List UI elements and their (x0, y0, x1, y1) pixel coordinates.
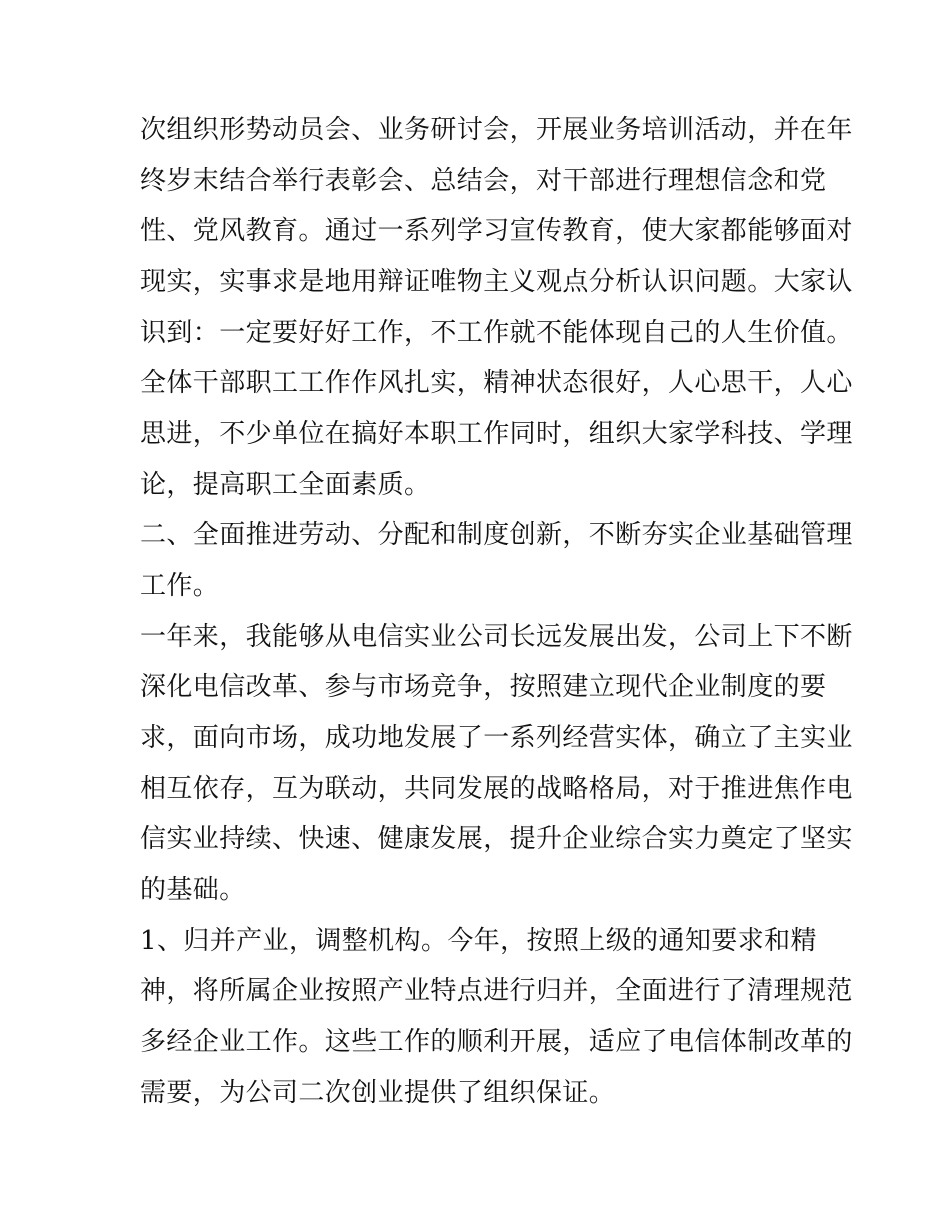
text-line: 思进，不少单位在搞好本职工作同时，组织大家学科技、学理 (140, 419, 853, 449)
text-line: 识到：一定要好好工作，不工作就不能体现自己的人生价值。 (140, 318, 853, 348)
text-line: 现实，实事求是地用辩证唯物主义观点分析认识问题。大家认 (140, 267, 853, 297)
text-line: 神，将所属企业按照产业特点进行归并，全面进行了清理规范 (140, 976, 853, 1006)
text-line: 相互依存，互为联动，共同发展的战略格局，对于推进焦作电 (140, 774, 853, 804)
text-line: 次组织形势动员会、业务研讨会，开展业务培训活动，并在年 (140, 115, 853, 145)
text-line: 性、党风教育。通过一系列学习宣传教育，使大家都能够面对 (140, 216, 853, 246)
text-line: 信实业持续、快速、健康发展，提升企业综合实力奠定了坚实 (140, 824, 853, 854)
numbered-item-line: 1、归并产业，调整机构。今年，按照上级的通知要求和精 (140, 926, 817, 956)
text-line: 全体干部职工工作作风扎实，精神状态很好，人心思干，人心 (140, 368, 853, 398)
section-heading: 二、全面推进劳动、分配和制度创新，不断夯实企业基础管理 (140, 520, 853, 550)
text-line: 多经企业工作。这些工作的顺利开展，适应了电信体制改革的 (140, 1027, 853, 1057)
text-line: 求，面向市场，成功地发展了一系列经营实体，确立了主实业 (140, 723, 853, 753)
text-line: 需要，为公司二次创业提供了组织保证。 (140, 1078, 616, 1108)
text-line: 一年来，我能够从电信实业公司长远发展出发，公司上下不断 (140, 622, 853, 652)
text-line: 的基础。 (140, 875, 246, 905)
text-line: 终岁末结合举行表彰会、总结会，对干部进行理想信念和党 (140, 166, 827, 196)
text-line: 论，提高职工全面素质。 (140, 470, 431, 500)
section-heading: 工作。 (140, 571, 220, 601)
text-line: 深化电信改革、参与市场竞争，按照建立现代企业制度的要 (140, 672, 827, 702)
